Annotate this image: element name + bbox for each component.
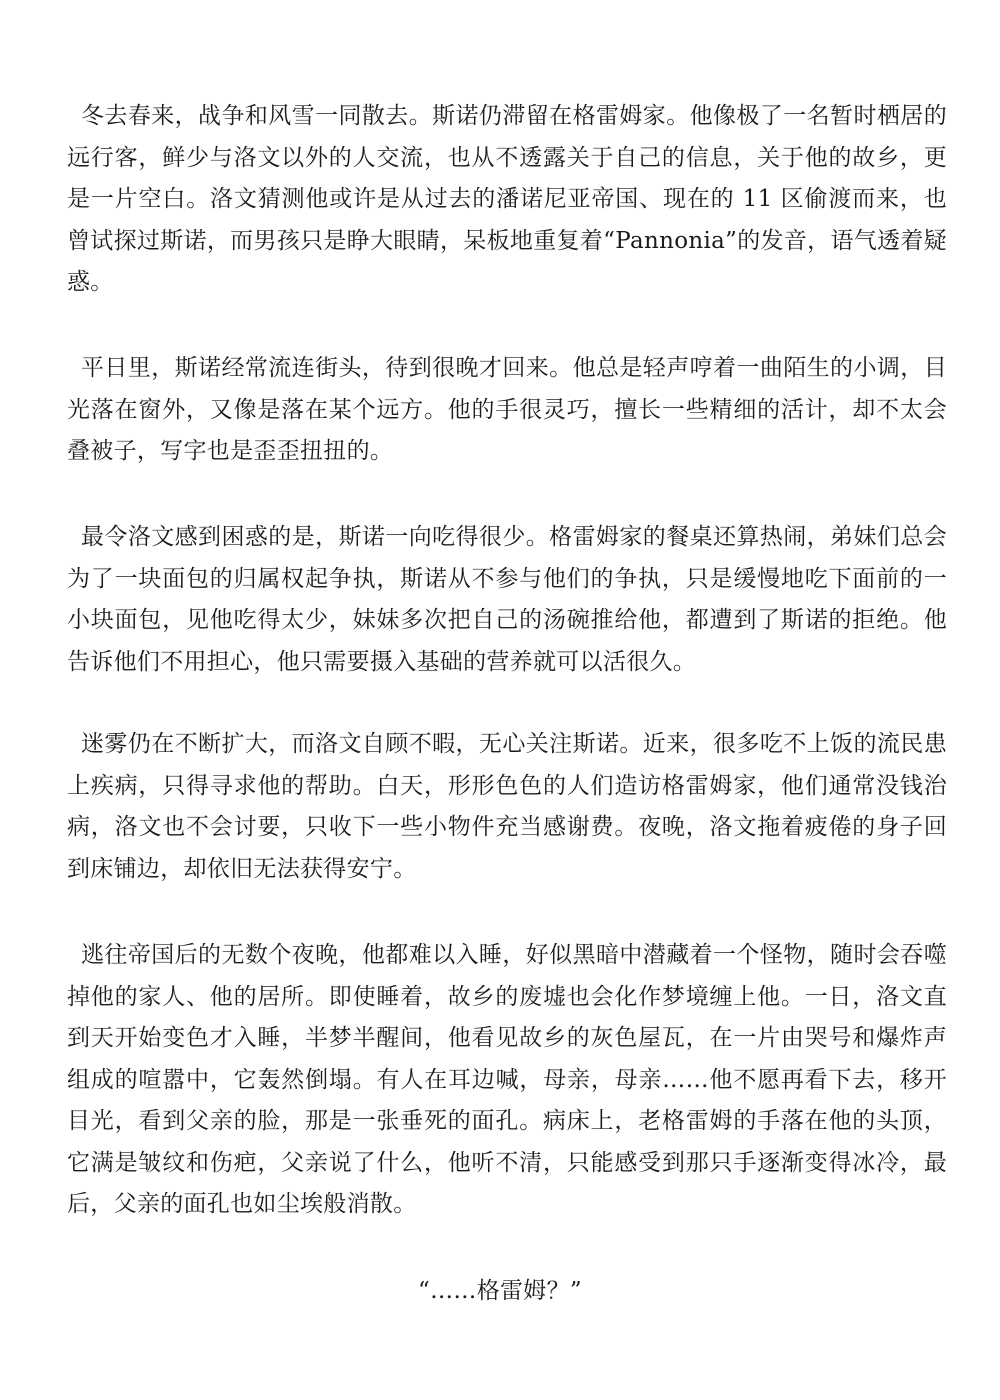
paragraph-2: 平日里，斯诺经常流连街头，待到很晚才回来。他总是轻声哼着一曲陌生的小调，目光落在窗外，又像是落在某个远方。他的手很灵巧，擅长一些精细的活计，却不太会叠被子，写字也是歪歪扭扭的。 xyxy=(67,355,947,464)
paragraph-3: 最令洛文感到困惑的是，斯诺一向吃得很少。格雷姆家的餐桌还算热闹，弟妹们总会为了一块面包的归属权起争执，斯诺从不参与他们的争执，只是缓慢地吃下面前的一小块面包，见他吃得太少，妹妹多次把自己的汤碗推给他，都遭到了斯诺的拒绝。他告诉他们不用担心，他只需要摄入基础的营养就可以活很久。 xyxy=(67,524,947,675)
paragraph-4: 迷雾仍在不断扩大，而洛文自顾不暇，无心关注斯诺。近来，很多吃不上饭的流民患上疾病，只得寻求他的帮助。白天，形形色色的人们造访格雷姆家，他们通常没钱治病，洛文也不会讨要，只收下一些小物件充当感谢费。夜晚，洛文拖着疲倦的身子回到床铺边，却依旧无法获得安宁。 xyxy=(67,731,947,882)
paragraph-1: 冬去春来，战争和风雪一同散去。斯诺仍滞留在格雷姆家。他像极了一名暂时栖居的远行客，鲜少与洛文以外的人交流，也从不透露关于自己的信息，关于他的故乡，更是一片空白。洛文猜测他或许是从过去的潘诺尼亚帝国、现在的 11 区偷渡而来，也曾试探过斯诺，而男孩只是睁大眼睛，呆板地重复着“Pannonia”的发音，语气透着疑惑。 xyxy=(67,103,947,295)
paragraph-5: 逃往帝国后的无数个夜晚，他都难以入睡，好似黑暗中潜藏着一个怪物，随时会吞噬掉他的家人、他的居所。即使睡着，故乡的废墟也会化作梦境缠上他。一日，洛文直到天开始变色才入睡，半梦半醒间，他看见故乡的灰色屋瓦，在一片由哭号和爆炸声组成的喧嚣中，它轰然倒塌。有人在耳边喊，母亲，母亲……他不愿再看下去，移开目光，看到父亲的脸，那是一张垂死的面孔。病床上，老格雷姆的手落在他的头顶，它满是皱纹和伤疤，父亲说了什么，他听不清，只能感受到那只手逐渐变得冰冷，最后，父亲的面孔也如尘埃般消散。 xyxy=(67,942,947,1217)
dialogue-line: “……格雷姆？” xyxy=(418,1278,582,1304)
